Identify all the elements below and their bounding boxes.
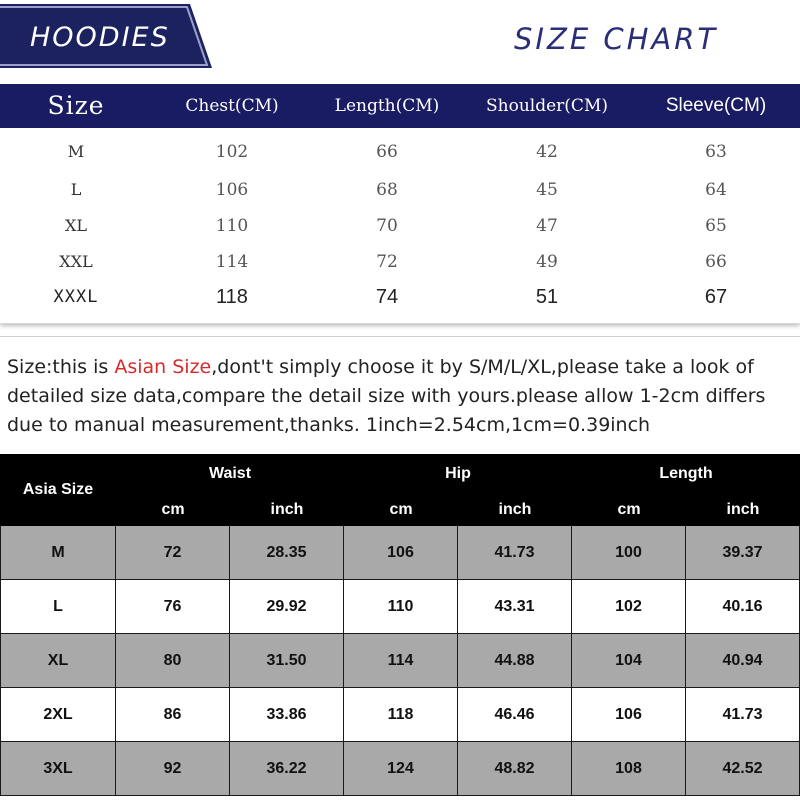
length-inch-cell: 41.73	[686, 688, 800, 742]
chart-title: SIZE CHART	[514, 22, 719, 56]
shoulder-cell: 45	[536, 180, 558, 200]
unit-waist-inch: inch	[270, 501, 304, 518]
chest-cell: 118	[216, 286, 248, 308]
waist-cm-cell: 76	[116, 580, 230, 634]
waist-inch-cell: 33.86	[230, 688, 344, 742]
size-table-body	[0, 128, 800, 324]
length-inch-cell: 40.94	[686, 634, 800, 688]
length-cell: 68	[376, 180, 398, 200]
hip-inch-cell: 48.82	[458, 742, 572, 796]
length-cm-cell: 100	[572, 526, 686, 580]
chest-cell: 110	[215, 216, 249, 236]
col-sleeve: Sleeve(CM)	[665, 95, 767, 116]
shoulder-cell: 51	[535, 286, 559, 308]
length-cm-cell: 104	[572, 634, 686, 688]
sleeve-cell: 67	[704, 286, 728, 308]
col-size: Size	[47, 91, 105, 120]
length-inch-cell: 42.52	[686, 742, 800, 796]
table-row	[0, 742, 800, 796]
size-cell: XXXL	[53, 287, 99, 307]
note-highlight: Asian Size	[114, 356, 212, 378]
waist-cm-cell: 80	[116, 634, 230, 688]
chest-cell: 106	[215, 180, 249, 200]
table-row	[0, 244, 800, 280]
group-hip: Hip	[445, 465, 471, 482]
waist-inch-cell: 28.35	[230, 526, 344, 580]
sleeve-cell: 66	[705, 252, 727, 272]
category-label: HOODIES	[30, 22, 170, 53]
table-row	[0, 526, 800, 580]
length-cell: 74	[375, 286, 399, 308]
asia-table-header	[0, 454, 800, 526]
length-cell: 70	[376, 216, 398, 236]
unit-hip-inch: inch	[498, 501, 532, 518]
hip-cm-cell: 118	[344, 688, 458, 742]
size-note	[7, 353, 797, 440]
size-cell: L	[70, 180, 82, 199]
category-tab	[0, 4, 212, 68]
waist-inch-cell: 31.50	[230, 634, 344, 688]
note-prefix: Size:this is	[7, 356, 115, 378]
table-row	[0, 634, 800, 688]
hip-cm-cell: 110	[344, 580, 458, 634]
hip-inch-cell: 43.31	[458, 580, 572, 634]
size-cell: M	[67, 142, 85, 161]
chest-cell: 102	[215, 142, 249, 162]
unit-hip-cm: cm	[389, 501, 413, 518]
col-chest: Chest(CM)	[185, 96, 279, 116]
sleeve-cell: 65	[705, 216, 727, 236]
length-cell: 66	[376, 142, 398, 162]
size-cell: XL	[64, 216, 87, 235]
length-cell: 72	[376, 252, 398, 272]
size-cell: M	[0, 526, 116, 580]
table-row	[0, 172, 800, 208]
waist-inch-cell: 29.92	[230, 580, 344, 634]
size-cell: 2XL	[0, 688, 116, 742]
length-cm-cell: 108	[572, 742, 686, 796]
sleeve-cell: 63	[705, 142, 727, 162]
col-asia-size: Asia Size	[22, 481, 94, 498]
hip-cm-cell: 106	[344, 526, 458, 580]
hip-inch-cell: 46.46	[458, 688, 572, 742]
length-cm-cell: 106	[572, 688, 686, 742]
waist-inch-cell: 36.22	[230, 742, 344, 796]
hip-inch-cell: 44.88	[458, 634, 572, 688]
waist-cm-cell: 92	[116, 742, 230, 796]
length-inch-cell: 39.37	[686, 526, 800, 580]
table-row	[0, 688, 800, 742]
size-note-box	[0, 336, 800, 448]
note-rest: ,dont't simply choose it by S/M/L/XL,please take a look of detailed size data,compare the detail size with yours.please allow 1-2cm differs due to manual measurement,thanks. 1inch=2.54cm,1cm=0.39inch	[7, 356, 766, 436]
table-row	[0, 134, 800, 170]
length-inch-cell: 40.16	[686, 580, 800, 634]
hip-cm-cell: 114	[344, 634, 458, 688]
size-cell: L	[0, 580, 116, 634]
chest-cell: 114	[215, 252, 249, 272]
size-cell: XXL	[59, 252, 93, 271]
col-shoulder: Shoulder(CM)	[486, 96, 608, 116]
size-table-header	[0, 84, 800, 128]
hip-inch-cell: 41.73	[458, 526, 572, 580]
unit-length-cm: cm	[617, 501, 641, 518]
waist-cm-cell: 72	[116, 526, 230, 580]
shoulder-cell: 42	[536, 142, 558, 162]
size-cell: XL	[0, 634, 116, 688]
table-row	[0, 580, 800, 634]
waist-cm-cell: 86	[116, 688, 230, 742]
size-cell: 3XL	[0, 742, 116, 796]
shoulder-cell: 47	[536, 216, 558, 236]
table-row	[0, 279, 800, 315]
group-waist: Waist	[208, 465, 252, 482]
unit-waist-cm: cm	[161, 501, 185, 518]
col-length: Length(CM)	[334, 96, 440, 116]
shoulder-cell: 49	[536, 252, 558, 272]
length-cm-cell: 102	[572, 580, 686, 634]
unit-length-inch: inch	[726, 501, 760, 518]
hip-cm-cell: 124	[344, 742, 458, 796]
group-length: Length	[659, 465, 713, 482]
sleeve-cell: 64	[705, 180, 727, 200]
table-row	[0, 208, 800, 244]
